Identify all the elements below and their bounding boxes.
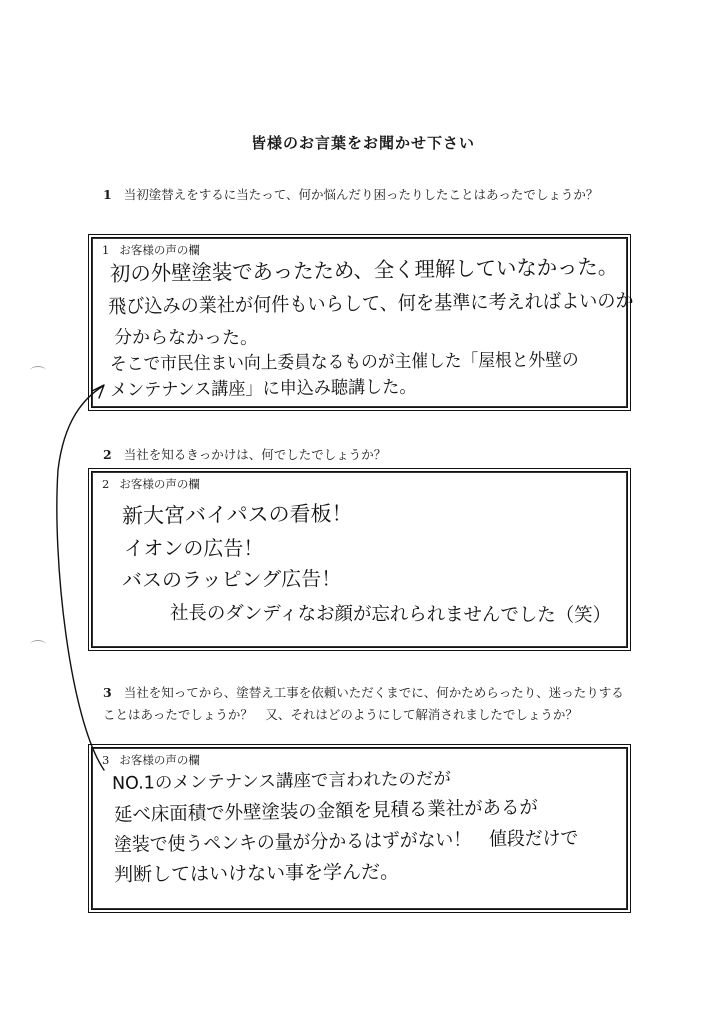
- answer-line: 分からなかった。: [113, 327, 259, 349]
- box-caption: [102, 752, 200, 768]
- answer-line: イオンの広告！: [124, 536, 264, 560]
- box-label: お客様の声の欄: [119, 243, 200, 257]
- question-1: [103, 184, 633, 206]
- answer-line: 初の外壁塗装であったため、全く理解していなかった。: [109, 254, 619, 286]
- answer-box-3: [88, 744, 631, 913]
- answer-line: 塗装で使うペンキの量が分かるはずがない！ 値段だけで: [113, 827, 579, 856]
- answer-line: 社長のダンディなお顔が忘れられませんでした（笑）: [169, 602, 612, 627]
- box-caption: [102, 242, 200, 258]
- answer-line: 延べ床面積で外壁塗装の金額を見積る業社があるが: [113, 796, 539, 826]
- question-2: [103, 444, 633, 466]
- punch-hole-mark: [30, 366, 46, 375]
- answer-line: そこで市民住まい向上委員なるものが主催した「屋根と外壁の: [109, 349, 579, 375]
- punch-hole-mark: [30, 640, 46, 649]
- question-text: 当社を知るきっかけは、何でしたでしょうか？: [123, 447, 387, 462]
- answer-line: 判断してはいけない事を学んだ。: [113, 861, 400, 886]
- box-label: お客様の声の欄: [119, 477, 200, 491]
- answer-box-2: [88, 468, 631, 651]
- box-number: 3: [102, 753, 110, 767]
- box-number: 2: [102, 477, 110, 491]
- answer-line: 飛び込みの業社が何件もいらして、何を基準に考えればよいのか: [107, 289, 634, 318]
- page-title: 皆様のお言葉をお聞かせ下さい: [250, 134, 475, 152]
- question-number: 2: [103, 447, 112, 462]
- box-caption: [102, 476, 200, 492]
- box-label: お客様の声の欄: [119, 753, 200, 767]
- answer-box-1: [88, 234, 634, 411]
- answer-line: メンテナンス講座」に申込み聴講した。: [109, 376, 417, 401]
- answer-line: NO.1のメンテナンス講座で言われたのだが: [111, 769, 452, 794]
- question-number: 1: [103, 187, 112, 202]
- question-number: 3: [103, 685, 112, 700]
- answer-line: バスのラッピング広告！: [121, 566, 342, 592]
- question-text: 当初塗替えをするに当たって、何か悩んだり困ったりしたことはあったでしょうか？: [123, 187, 599, 202]
- question-3: [103, 682, 633, 726]
- box-number: 1: [102, 243, 110, 257]
- question-text: 当社を知ってから、塗替え工事を依頼いただくまでに、何かためらったり、迷ったりすることはあったでしょうか？ 又、それはどのようにして解消されましたでしょうか？: [103, 685, 624, 722]
- answer-line: 新大宮バイパスの看板！: [121, 501, 353, 528]
